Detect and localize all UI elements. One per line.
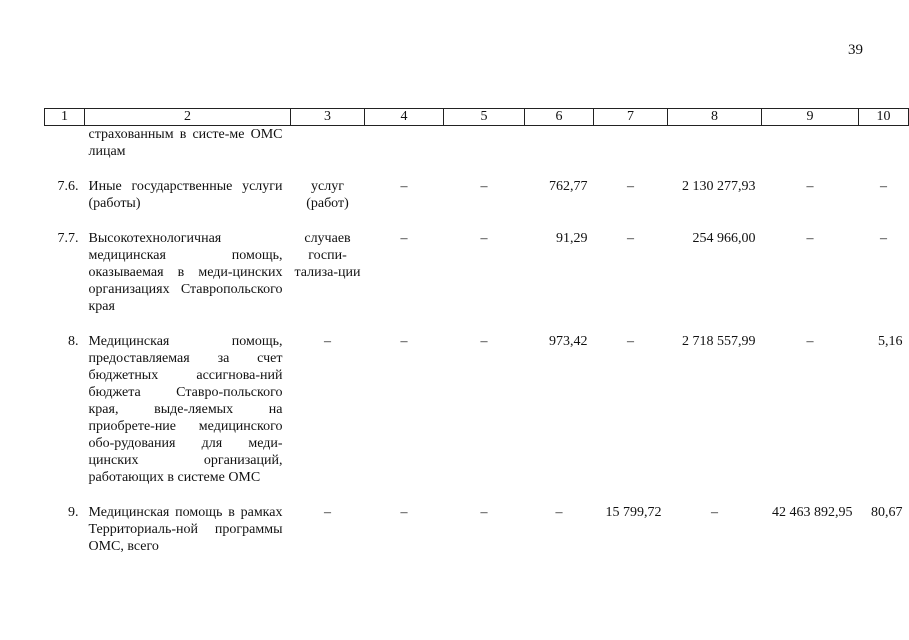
column-header: 2: [85, 109, 291, 126]
table-cell: 80,67: [871, 505, 903, 520]
table-cell: –: [480, 231, 488, 246]
column-header: 8: [668, 109, 762, 126]
table-cell: –: [400, 334, 408, 349]
page-number: 39: [848, 42, 863, 58]
table-cell: [444, 126, 525, 161]
table-cell: [859, 126, 909, 161]
table-cell: 5,16: [878, 334, 903, 349]
table-cell: [365, 126, 444, 161]
unit-cell: случаев госпи-тализа-ции: [294, 231, 361, 280]
row-number: [45, 126, 85, 161]
table-cell: –: [806, 231, 814, 246]
row-number: 7.6.: [57, 179, 79, 194]
table-cell: –: [400, 231, 408, 246]
unit-cell: –: [324, 505, 331, 520]
table-cell: 762,77: [549, 179, 588, 194]
table-cell: [594, 126, 668, 161]
table-row: [45, 212, 909, 315]
unit-cell: –: [324, 334, 331, 349]
table-cell: –: [806, 179, 814, 194]
table-cell: –: [880, 231, 887, 246]
column-header: 6: [525, 109, 594, 126]
table-cell: –: [400, 505, 408, 520]
table-cell: 254 966,00: [692, 231, 756, 246]
column-header: 7: [594, 109, 668, 126]
unit-cell: услуг (работ): [306, 179, 349, 211]
column-number-header-row: [45, 109, 909, 126]
table-row: [45, 486, 909, 555]
table-cell: –: [627, 334, 634, 349]
table-cell: –: [480, 505, 488, 520]
table-cell: [762, 126, 859, 161]
table-row: [45, 126, 909, 161]
table-cell: –: [400, 179, 408, 194]
column-header: 4: [365, 109, 444, 126]
row-name: Медицинская помощь в рамках Территориаль-ной программы ОМС, всего: [88, 505, 283, 554]
row-name: страхованным в систе-ме ОМС лицам: [88, 127, 283, 159]
table-cell: [668, 126, 762, 161]
table-cell: 42 463 892,95: [772, 505, 853, 520]
table-cell: [525, 126, 594, 161]
column-header: 1: [45, 109, 85, 126]
table-cell: –: [880, 179, 887, 194]
table-cell: 91,29: [556, 231, 588, 246]
table-cell: –: [627, 179, 634, 194]
row-number: 7.7.: [57, 231, 79, 246]
row-name: Иные государственные услуги (работы): [88, 179, 283, 211]
row-name: Высокотехнологичная медицинская помощь, оказываемая в меди-цинских организациях Ставропольского края: [88, 231, 283, 314]
table-cell: –: [480, 334, 488, 349]
row-name: Медицинская помощь, предоставляемая за счет бюджетных ассигнова-ний бюджета Ставро-польского края, выде-ляемых на приобрете-ние медицинского обо-рудования для меди-цинских организаций, работающих в системе ОМС: [88, 334, 283, 485]
row-number: 8.: [68, 334, 79, 349]
table-row: [45, 160, 909, 212]
table-cell: –: [806, 334, 814, 349]
budget-table: [44, 108, 909, 555]
table-cell: –: [555, 505, 563, 520]
table-cell: 15 799,72: [605, 505, 662, 520]
unit-cell: [291, 126, 365, 161]
table-cell: –: [627, 231, 634, 246]
column-header: 3: [291, 109, 365, 126]
column-header: 5: [444, 109, 525, 126]
column-header: 9: [762, 109, 859, 126]
table-cell: 973,42: [549, 334, 588, 349]
column-header: 10: [859, 109, 909, 126]
table-row: [45, 315, 909, 486]
table-cell: 2 718 557,99: [682, 334, 756, 349]
table-cell: –: [480, 179, 488, 194]
table-cell: 2 130 277,93: [682, 179, 756, 194]
row-number: 9.: [68, 505, 79, 520]
table-cell: –: [711, 505, 718, 520]
